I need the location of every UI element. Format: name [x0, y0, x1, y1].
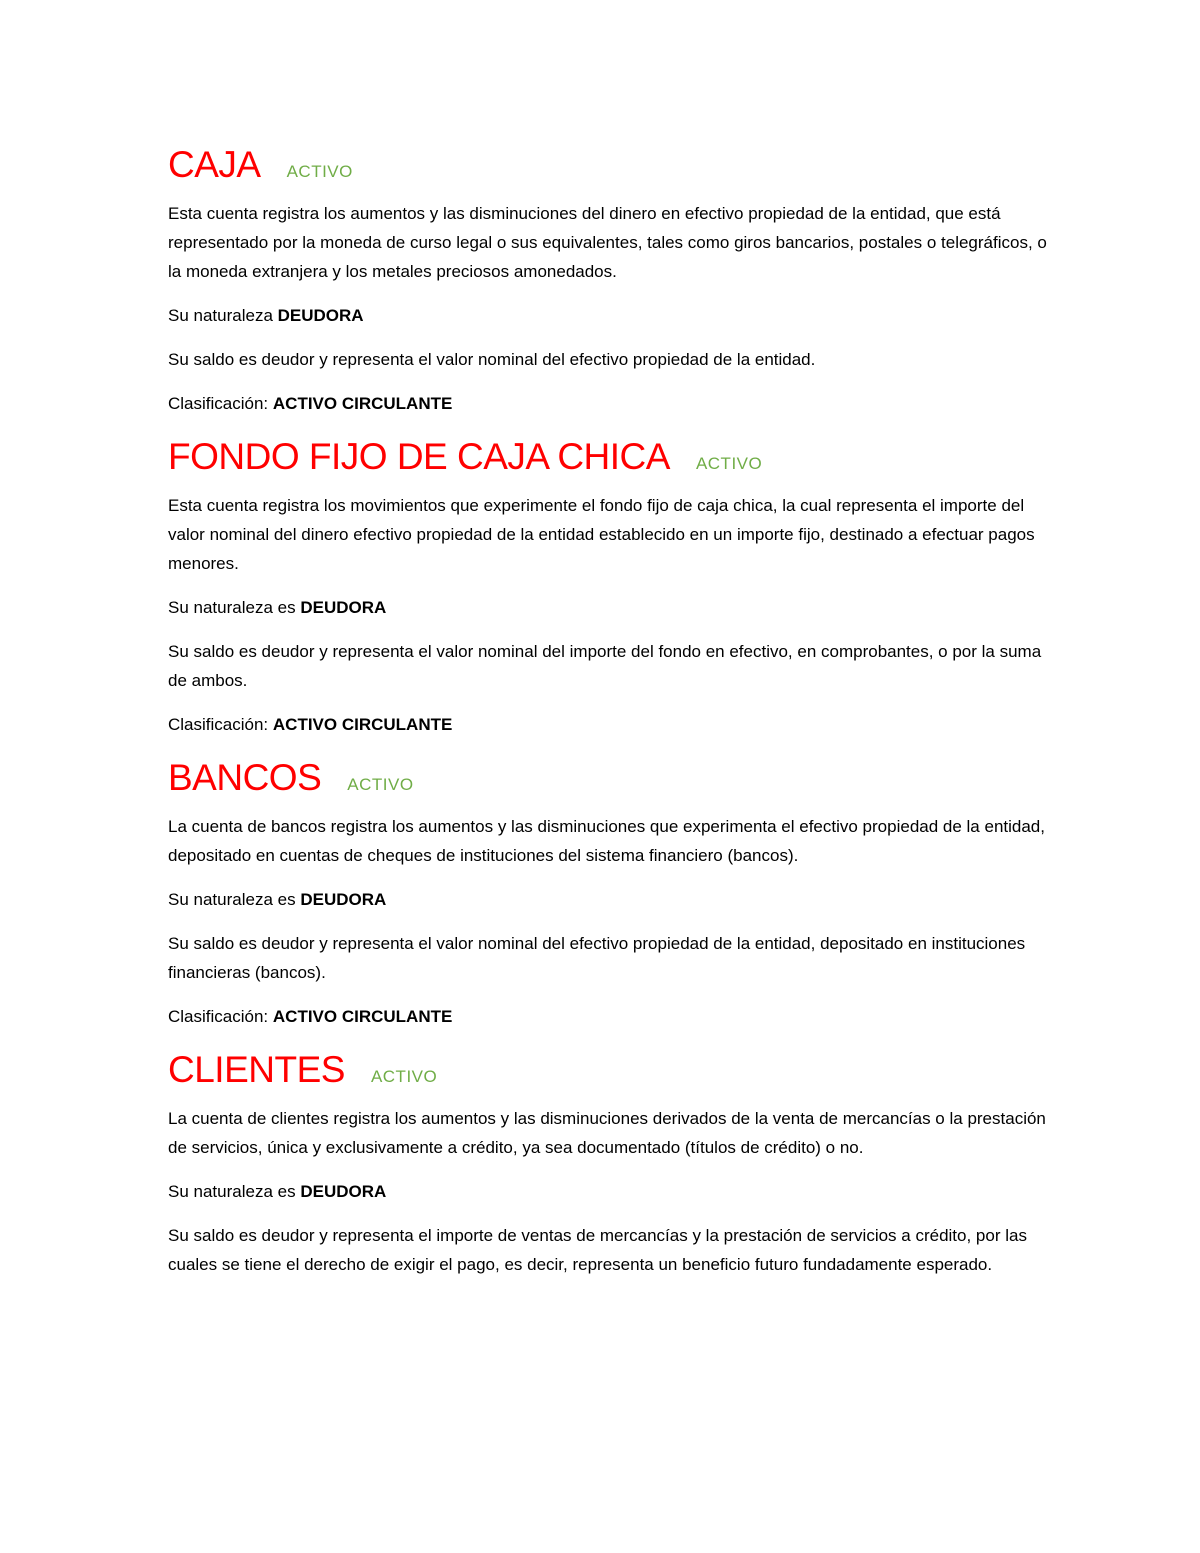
nature-line — [168, 1177, 1048, 1206]
nature-value: DEUDORA — [277, 306, 364, 325]
balance-text: Su saldo es deudor y representa el importe de ventas de mercancías y la prestación de servicios a crédito, por las cuales se tiene el derecho de exigir el pago, es decir, representa un beneficio futuro fundadamente esperado. — [168, 1226, 1027, 1274]
classification-value: ACTIVO CIRCULANTE — [272, 394, 453, 413]
section-title: CLIENTES — [168, 1049, 345, 1090]
section-tag: ACTIVO — [286, 162, 353, 181]
nature-line — [168, 593, 1048, 622]
classification-line — [168, 389, 1048, 418]
section-title: CAJA — [168, 144, 261, 185]
nature-line — [168, 885, 1048, 914]
section-heading — [168, 759, 1048, 796]
nature-value: DEUDORA — [300, 1182, 387, 1201]
classification-line — [168, 710, 1048, 739]
classification-value: ACTIVO CIRCULANTE — [272, 1007, 453, 1026]
section-bancos — [168, 759, 1048, 1031]
section-heading — [168, 146, 1048, 183]
section-tag: ACTIVO — [347, 775, 414, 794]
classification-label: Clasificación: — [168, 394, 269, 413]
nature-value: DEUDORA — [300, 598, 387, 617]
nature-label: Su naturaleza — [168, 306, 273, 325]
section-fondo-fijo — [168, 438, 1048, 739]
nature-line — [168, 301, 1048, 330]
classification-label: Clasificación: — [168, 715, 269, 734]
section-description: La cuenta de bancos registra los aumentos y las disminuciones que experimenta el efectivo propiedad de la entidad, depositado en cuentas de cheques de instituciones del sistema financiero (bancos). — [168, 817, 1045, 865]
section-tag: ACTIVO — [695, 454, 763, 473]
nature-label: Su naturaleza es — [168, 1182, 296, 1201]
section-heading — [168, 1051, 1048, 1088]
balance-text: Su saldo es deudor y representa el valor nominal del importe del fondo en efectivo, en comprobantes, o por la suma de ambos. — [168, 642, 1042, 690]
section-clientes — [168, 1051, 1048, 1279]
document-page — [168, 138, 1048, 1294]
section-heading — [168, 438, 1048, 475]
classification-value: ACTIVO CIRCULANTE — [272, 715, 453, 734]
section-tag: ACTIVO — [370, 1067, 438, 1086]
nature-label: Su naturaleza es — [168, 890, 296, 909]
classification-line — [168, 1002, 1048, 1031]
balance-text: Su saldo es deudor y representa el valor nominal del efectivo propiedad de la entidad. — [168, 350, 816, 369]
nature-label: Su naturaleza es — [168, 598, 296, 617]
section-description: La cuenta de clientes registra los aumentos y las disminuciones derivados de la venta de mercancías o la prestación de servicios, única y exclusivamente a crédito, ya sea documentado (títulos de crédito) o no. — [168, 1109, 1046, 1157]
nature-value: DEUDORA — [300, 890, 387, 909]
section-description: Esta cuenta registra los movimientos que experimente el fondo fijo de caja chica, la cual representa el importe del valor nominal del dinero efectivo propiedad de la entidad establecido en un importe fijo, destinado a efectuar pagos menores. — [168, 496, 1035, 573]
classification-label: Clasificación: — [168, 1007, 269, 1026]
section-title: FONDO FIJO DE CAJA CHICA — [168, 436, 670, 477]
section-caja — [168, 146, 1048, 418]
section-description: Esta cuenta registra los aumentos y las disminuciones del dinero en efectivo propiedad de la entidad, que está representado por la moneda de curso legal o sus equivalentes, tales como giros bancarios, postales o telegráficos, o la moneda extranjera y los metales preciosos amonedados. — [168, 204, 1047, 281]
section-title: BANCOS — [168, 757, 322, 798]
balance-text: Su saldo es deudor y representa el valor nominal del efectivo propiedad de la entidad, depositado en instituciones financieras (bancos). — [168, 934, 1026, 982]
